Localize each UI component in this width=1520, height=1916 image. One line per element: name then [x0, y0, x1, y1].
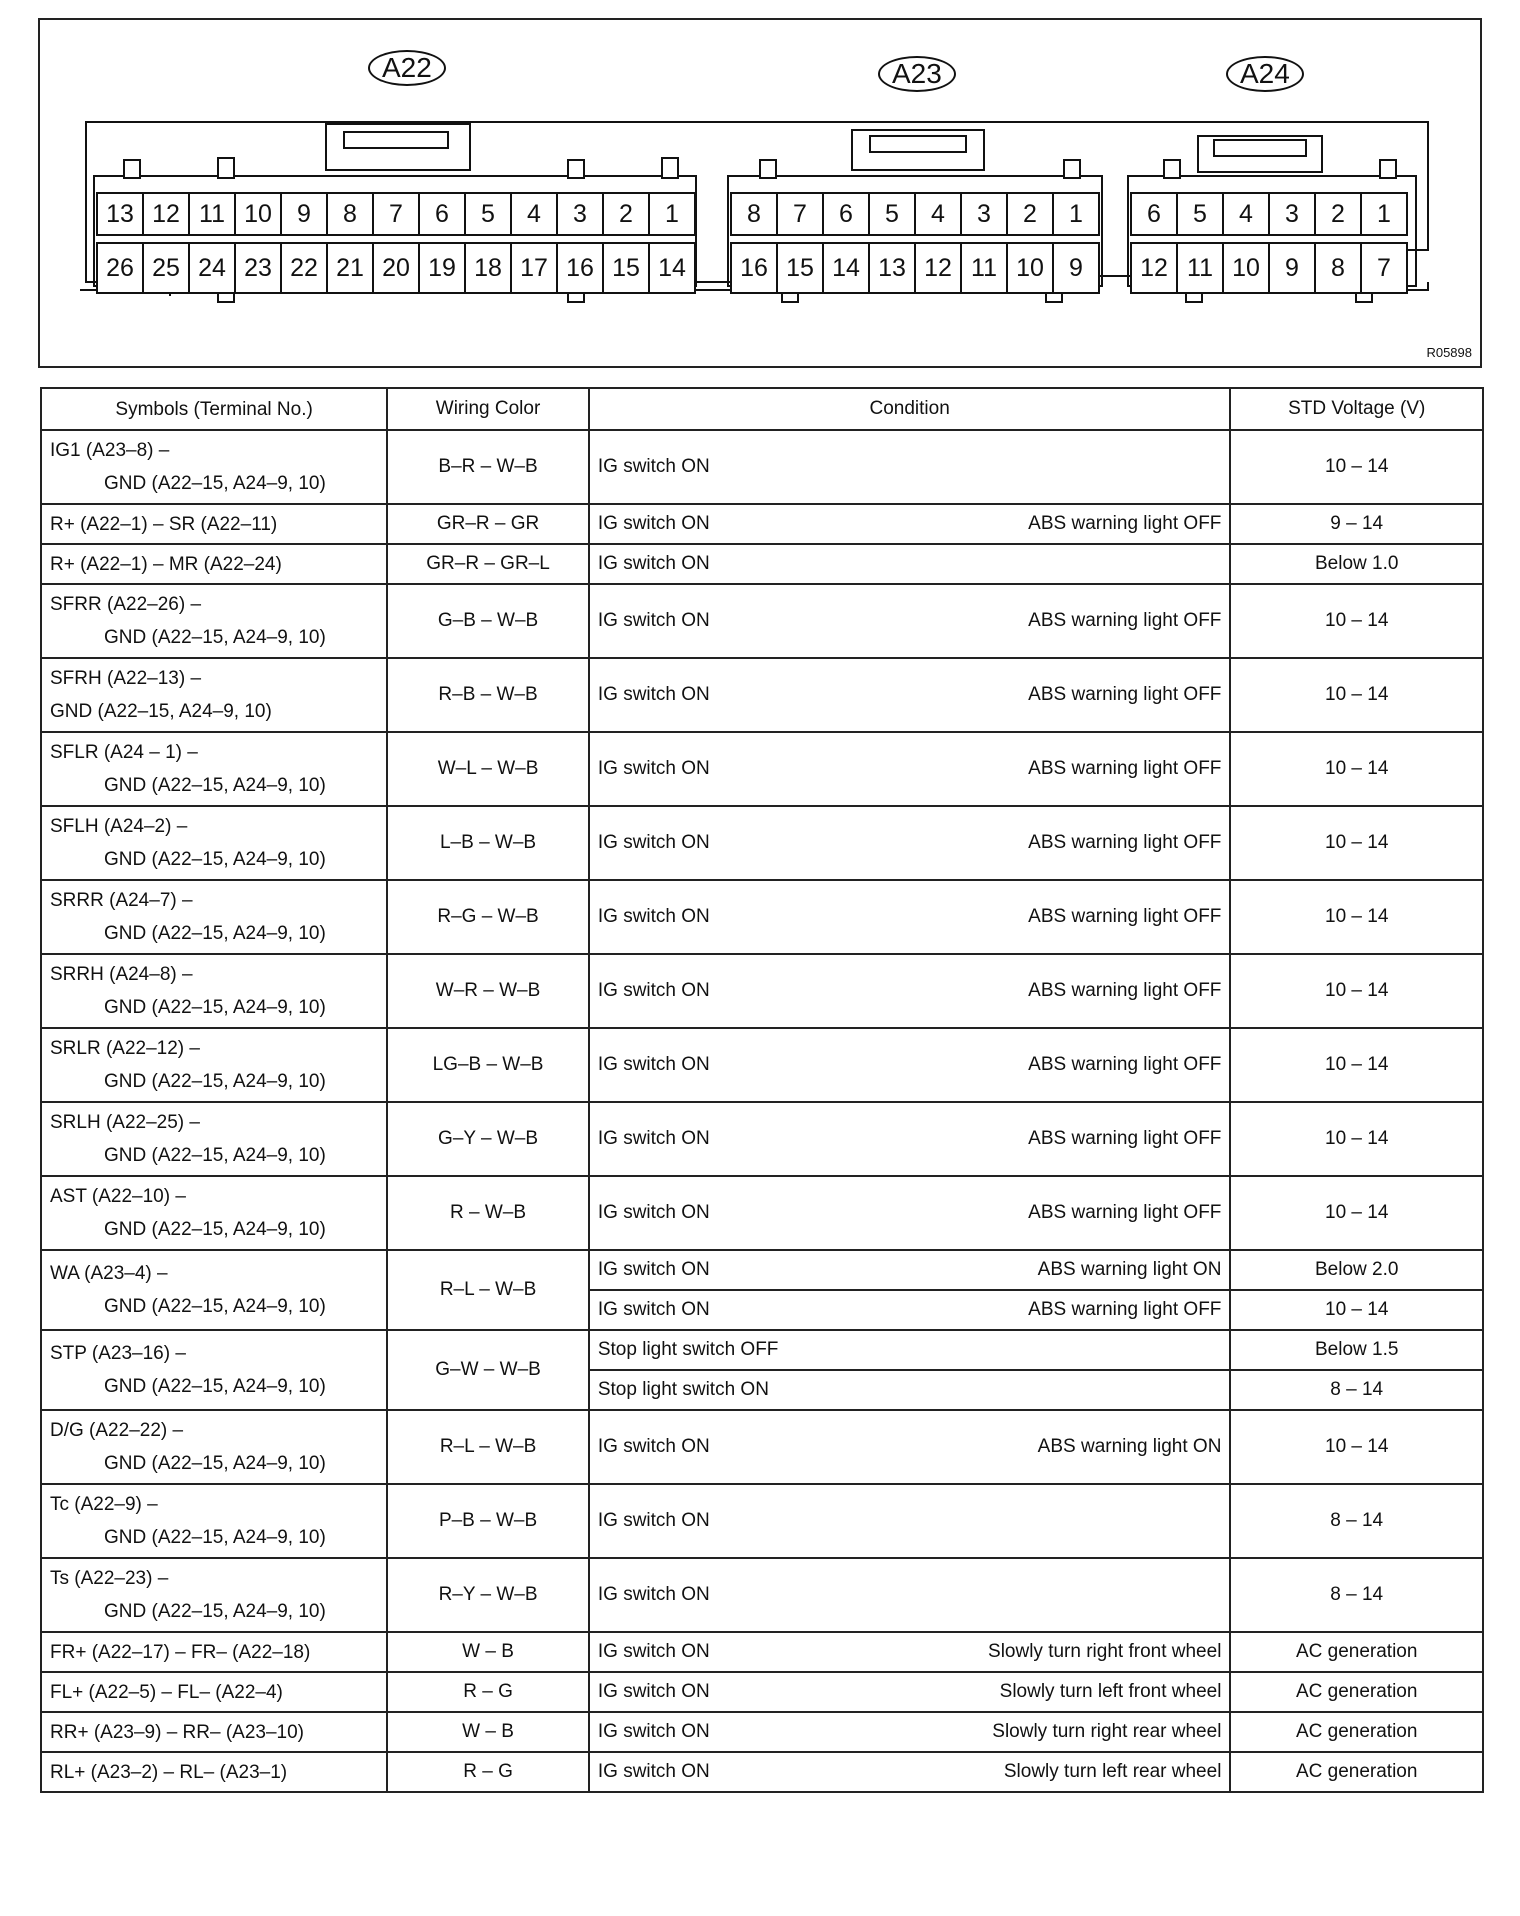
pin-a24-2: 2: [1314, 192, 1362, 236]
table-row: [41, 732, 1483, 806]
condition-main: IG switch ON: [597, 1202, 710, 1223]
table-row: [41, 1028, 1483, 1102]
table-row: [41, 658, 1483, 732]
cell-wiring-color: W–R – W–B: [387, 954, 589, 1028]
cell-symbol: [41, 1410, 387, 1484]
symbol-line-1: R+ (A22–1) – MR (A22–24): [50, 553, 282, 575]
condition-detail: ABS warning light OFF: [1028, 906, 1222, 927]
condition-main: IG switch ON: [597, 758, 710, 779]
symbol-line-1: AST (A22–10) –: [50, 1186, 186, 1207]
cell-wiring-color: R–B – W–B: [387, 658, 589, 732]
condition-main: IG switch ON: [597, 513, 710, 534]
cell-wiring-color: W – B: [387, 1712, 589, 1752]
table-row: [41, 1712, 1483, 1752]
cell-std-voltage: 10 – 14: [1230, 658, 1483, 732]
cell-wiring-color: R – G: [387, 1752, 589, 1792]
cell-symbol: [41, 1558, 387, 1632]
condition-main: IG switch ON: [597, 906, 710, 927]
table-row: [41, 1632, 1483, 1672]
cell-symbol: [41, 732, 387, 806]
condition-main: IG switch ON: [597, 456, 710, 477]
symbol-line-2: GND (A22–15, A24–9, 10): [104, 1296, 326, 1317]
cell-std-voltage: 10 – 14: [1230, 1176, 1483, 1250]
table-row: [41, 544, 1483, 584]
pin-a24-7: 7: [1360, 242, 1408, 294]
condition-detail: ABS warning light ON: [1037, 1436, 1222, 1457]
symbol-line-1: IG1 (A23–8) –: [50, 440, 170, 461]
cell-std-voltage: 10 – 14: [1230, 1410, 1483, 1484]
symbol-line-2: GND (A22–15, A24–9, 10): [104, 849, 326, 870]
cell-symbol: [41, 880, 387, 954]
connector-diagram: [38, 18, 1482, 368]
condition-detail: ABS warning light OFF: [1028, 684, 1222, 705]
cell-std-voltage: 9 – 14: [1230, 504, 1483, 544]
condition-main: IG switch ON: [597, 1721, 710, 1742]
cell-wiring-color: R–L – W–B: [387, 1410, 589, 1484]
pin-a24-6: 6: [1130, 192, 1178, 236]
pin-a24-12: 12: [1130, 242, 1178, 294]
pin-a24-8: 8: [1314, 242, 1362, 294]
symbol-line-1: D/G (A22–22) –: [50, 1420, 184, 1441]
symbol-line-2: GND (A22–15, A24–9, 10): [104, 1601, 326, 1622]
condition-detail: ABS warning light ON: [1037, 1259, 1222, 1280]
pin-a22-13: 13: [96, 192, 144, 236]
cell-condition: [589, 1752, 1231, 1792]
pin-a23-3: 3: [960, 192, 1008, 236]
symbol-line-2: GND (A22–15, A24–9, 10): [50, 701, 272, 722]
cell-wiring-color: GR–R – GR–L: [387, 544, 589, 584]
header-wiring-color: Wiring Color: [387, 388, 589, 430]
table-row: [41, 1410, 1483, 1484]
pin-a23-12: 12: [914, 242, 962, 294]
cell-std-voltage: Below 1.0: [1230, 544, 1483, 584]
cell-std-voltage: 10 – 14: [1230, 880, 1483, 954]
condition-main: IG switch ON: [597, 610, 710, 631]
symbol-line-2: GND (A22–15, A24–9, 10): [104, 473, 326, 494]
cell-symbol: [41, 806, 387, 880]
cell-condition: [589, 1712, 1231, 1752]
cell-condition: [589, 1102, 1231, 1176]
pin-a22-19: 19: [418, 242, 466, 294]
cell-std-voltage: 10 – 14: [1230, 732, 1483, 806]
symbol-line-1: SFLR (A24 – 1) –: [50, 742, 198, 763]
pin-a22-22: 22: [280, 242, 328, 294]
table-row: [41, 1250, 1483, 1290]
symbol-line-2: GND (A22–15, A24–9, 10): [104, 627, 326, 648]
symbol-line-2: GND (A22–15, A24–9, 10): [104, 1527, 326, 1548]
condition-main: IG switch ON: [597, 1761, 710, 1782]
cell-std-voltage: 10 – 14: [1230, 584, 1483, 658]
symbol-line-1: FL+ (A22–5) – FL– (A22–4): [50, 1681, 283, 1703]
cell-wiring-color: W – B: [387, 1632, 589, 1672]
cell-wiring-color: G–W – W–B: [387, 1330, 589, 1410]
pin-a23-13: 13: [868, 242, 916, 294]
condition-detail: Slowly turn right front wheel: [988, 1641, 1222, 1662]
header-symbols: Symbols (Terminal No.): [41, 388, 387, 430]
cell-wiring-color: R–G – W–B: [387, 880, 589, 954]
condition-main: IG switch ON: [597, 684, 710, 705]
cell-symbol: [41, 544, 387, 584]
cell-std-voltage: 10 – 14: [1230, 954, 1483, 1028]
cell-condition: [589, 1290, 1231, 1330]
cell-condition: [589, 954, 1231, 1028]
pin-a22-5: 5: [464, 192, 512, 236]
cell-wiring-color: LG–B – W–B: [387, 1028, 589, 1102]
cell-wiring-color: R–Y – W–B: [387, 1558, 589, 1632]
cell-std-voltage: 8 – 14: [1230, 1484, 1483, 1558]
condition-main: IG switch ON: [597, 832, 710, 853]
pin-a22-10: 10: [234, 192, 282, 236]
cell-wiring-color: G–Y – W–B: [387, 1102, 589, 1176]
pin-a24-5: 5: [1176, 192, 1224, 236]
cell-symbol: [41, 1102, 387, 1176]
cell-symbol: [41, 584, 387, 658]
pin-a22-17: 17: [510, 242, 558, 294]
condition-main: IG switch ON: [597, 1436, 710, 1457]
cell-condition: [589, 1028, 1231, 1102]
table-row: [41, 954, 1483, 1028]
pin-a22-9: 9: [280, 192, 328, 236]
cell-condition: [589, 504, 1231, 544]
cell-symbol: [41, 954, 387, 1028]
cell-condition: [589, 1632, 1231, 1672]
cell-wiring-color: P–B – W–B: [387, 1484, 589, 1558]
pin-a23-2: 2: [1006, 192, 1054, 236]
cell-symbol: [41, 1330, 387, 1410]
cell-condition: [589, 1484, 1231, 1558]
pin-a22-26: 26: [96, 242, 144, 294]
condition-detail: Slowly turn left rear wheel: [1003, 1761, 1222, 1782]
cell-symbol: [41, 1484, 387, 1558]
pin-a24-9: 9: [1268, 242, 1316, 294]
table-row: [41, 430, 1483, 504]
pin-a22-20: 20: [372, 242, 420, 294]
table-row: [41, 1330, 1483, 1370]
condition-main: IG switch ON: [597, 1681, 710, 1702]
cell-symbol: [41, 504, 387, 544]
cell-condition: [589, 880, 1231, 954]
connector-label-a22: A22: [368, 50, 446, 86]
cell-std-voltage: 10 – 14: [1230, 806, 1483, 880]
symbol-line-2: GND (A22–15, A24–9, 10): [104, 1071, 326, 1092]
condition-detail: ABS warning light OFF: [1028, 832, 1222, 853]
table-row: [41, 584, 1483, 658]
table-body: [41, 430, 1483, 1792]
cell-wiring-color: R – W–B: [387, 1176, 589, 1250]
cell-wiring-color: R – G: [387, 1672, 589, 1712]
pin-a23-9: 9: [1052, 242, 1100, 294]
condition-detail: ABS warning light OFF: [1028, 980, 1222, 1001]
table-row: [41, 1672, 1483, 1712]
cell-condition: [589, 1410, 1231, 1484]
cell-wiring-color: R–L – W–B: [387, 1250, 589, 1330]
pin-a23-5: 5: [868, 192, 916, 236]
cell-condition: [589, 806, 1231, 880]
cell-std-voltage: 8 – 14: [1230, 1370, 1483, 1410]
pin-a22-14: 14: [648, 242, 696, 294]
pin-a22-2: 2: [602, 192, 650, 236]
pin-a22-25: 25: [142, 242, 190, 294]
condition-detail: ABS warning light OFF: [1028, 1202, 1222, 1223]
connector-label-a23: A23: [878, 56, 956, 92]
symbol-line-2: GND (A22–15, A24–9, 10): [104, 1219, 326, 1240]
cell-std-voltage: Below 2.0: [1230, 1250, 1483, 1290]
table-row: [41, 1102, 1483, 1176]
pin-a22-1: 1: [648, 192, 696, 236]
condition-main: Stop light switch OFF: [597, 1339, 779, 1360]
condition-main: IG switch ON: [597, 1510, 710, 1531]
cell-condition: [589, 1250, 1231, 1290]
cell-std-voltage: 10 – 14: [1230, 1290, 1483, 1330]
cell-condition: [589, 584, 1231, 658]
terminal-voltage-table: [40, 387, 1484, 1793]
header-condition: Condition: [589, 388, 1231, 430]
pin-a22-11: 11: [188, 192, 236, 236]
symbol-line-1: FR+ (A22–17) – FR– (A22–18): [50, 1641, 311, 1663]
cell-symbol: [41, 1176, 387, 1250]
table-row: [41, 504, 1483, 544]
condition-main: IG switch ON: [597, 1259, 710, 1280]
symbol-line-1: SRRR (A24–7) –: [50, 890, 193, 911]
symbol-line-1: Ts (A22–23) –: [50, 1568, 169, 1589]
symbol-line-2: GND (A22–15, A24–9, 10): [104, 775, 326, 796]
table-row: [41, 806, 1483, 880]
cell-symbol: [41, 430, 387, 504]
symbol-line-1: SRLR (A22–12) –: [50, 1038, 200, 1059]
cell-wiring-color: L–B – W–B: [387, 806, 589, 880]
pin-a23-10: 10: [1006, 242, 1054, 294]
cell-symbol: [41, 1672, 387, 1712]
pin-a24-1: 1: [1360, 192, 1408, 236]
cell-wiring-color: G–B – W–B: [387, 584, 589, 658]
cell-std-voltage: AC generation: [1230, 1712, 1483, 1752]
pin-a24-4: 4: [1222, 192, 1270, 236]
condition-detail: ABS warning light OFF: [1028, 1054, 1222, 1075]
symbol-line-1: SFRH (A22–13) –: [50, 668, 202, 689]
symbol-line-1: SFLH (A24–2) –: [50, 816, 188, 837]
cell-std-voltage: AC generation: [1230, 1752, 1483, 1792]
symbol-line-2: GND (A22–15, A24–9, 10): [104, 1453, 326, 1474]
pin-a22-16: 16: [556, 242, 604, 294]
pin-a22-15: 15: [602, 242, 650, 294]
cell-std-voltage: 10 – 14: [1230, 1028, 1483, 1102]
pin-a23-16: 16: [730, 242, 778, 294]
symbol-line-2: GND (A22–15, A24–9, 10): [104, 1145, 326, 1166]
pin-a22-3: 3: [556, 192, 604, 236]
pin-a24-3: 3: [1268, 192, 1316, 236]
condition-detail: ABS warning light OFF: [1028, 1128, 1222, 1149]
symbol-line-2: GND (A22–15, A24–9, 10): [104, 997, 326, 1018]
cell-std-voltage: Below 1.5: [1230, 1330, 1483, 1370]
connector-label-a24: A24: [1226, 56, 1304, 92]
symbol-line-1: RL+ (A23–2) – RL– (A23–1): [50, 1761, 288, 1783]
cell-symbol: [41, 658, 387, 732]
cell-std-voltage: 8 – 14: [1230, 1558, 1483, 1632]
condition-main: IG switch ON: [597, 1641, 710, 1662]
pin-a22-18: 18: [464, 242, 512, 294]
condition-main: IG switch ON: [597, 980, 710, 1001]
pin-a22-4: 4: [510, 192, 558, 236]
cell-wiring-color: W–L – W–B: [387, 732, 589, 806]
condition-detail: Slowly turn left front wheel: [999, 1681, 1222, 1702]
symbol-line-1: SFRR (A22–26) –: [50, 594, 202, 615]
pin-a22-6: 6: [418, 192, 466, 236]
table-row: [41, 1176, 1483, 1250]
symbol-line-1: Tc (A22–9) –: [50, 1494, 158, 1515]
cell-condition: [589, 732, 1231, 806]
cell-symbol: [41, 1712, 387, 1752]
table-row: [41, 880, 1483, 954]
pin-a23-4: 4: [914, 192, 962, 236]
cell-condition: [589, 658, 1231, 732]
condition-detail: ABS warning light OFF: [1028, 758, 1222, 779]
pin-a23-15: 15: [776, 242, 824, 294]
cell-condition: [589, 1558, 1231, 1632]
cell-symbol: [41, 1752, 387, 1792]
pin-a22-12: 12: [142, 192, 190, 236]
pin-a24-10: 10: [1222, 242, 1270, 294]
symbol-line-1: SRLH (A22–25) –: [50, 1112, 200, 1133]
symbol-line-1: RR+ (A23–9) – RR– (A23–10): [50, 1721, 304, 1743]
pin-a23-8: 8: [730, 192, 778, 236]
condition-main: IG switch ON: [597, 1584, 710, 1605]
table-row: [41, 1752, 1483, 1792]
cell-std-voltage: 10 – 14: [1230, 430, 1483, 504]
table-row: [41, 1484, 1483, 1558]
condition-detail: ABS warning light OFF: [1028, 1299, 1222, 1320]
condition-main: IG switch ON: [597, 1054, 710, 1075]
symbol-line-1: STP (A23–16) –: [50, 1343, 186, 1364]
pin-a23-14: 14: [822, 242, 870, 294]
table-header-row: [41, 388, 1483, 430]
cell-condition: [589, 430, 1231, 504]
pin-a23-7: 7: [776, 192, 824, 236]
cell-condition: [589, 544, 1231, 584]
condition-main: Stop light switch ON: [597, 1379, 769, 1400]
symbol-line-2: GND (A22–15, A24–9, 10): [104, 1376, 326, 1397]
condition-main: IG switch ON: [597, 1128, 710, 1149]
figure-id: R05898: [1426, 345, 1472, 360]
header-std-voltage: STD Voltage (V): [1230, 388, 1483, 430]
pin-a23-11: 11: [960, 242, 1008, 294]
symbol-line-1: WA (A23–4) –: [50, 1263, 168, 1284]
cell-symbol: [41, 1028, 387, 1102]
cell-symbol: [41, 1632, 387, 1672]
cell-condition: [589, 1672, 1231, 1712]
cell-condition: [589, 1330, 1231, 1370]
condition-detail: ABS warning light OFF: [1028, 513, 1222, 534]
cell-condition: [589, 1176, 1231, 1250]
cell-std-voltage: AC generation: [1230, 1632, 1483, 1672]
symbol-line-2: GND (A22–15, A24–9, 10): [104, 923, 326, 944]
condition-detail: ABS warning light OFF: [1028, 610, 1222, 631]
condition-main: IG switch ON: [597, 553, 710, 574]
pin-a22-8: 8: [326, 192, 374, 236]
cell-wiring-color: GR–R – GR: [387, 504, 589, 544]
symbol-line-1: SRRH (A24–8) –: [50, 964, 193, 985]
pin-a22-23: 23: [234, 242, 282, 294]
pin-a24-11: 11: [1176, 242, 1224, 294]
cell-std-voltage: AC generation: [1230, 1672, 1483, 1712]
cell-condition: [589, 1370, 1231, 1410]
symbol-line-1: R+ (A22–1) – SR (A22–11): [50, 513, 278, 535]
cell-std-voltage: 10 – 14: [1230, 1102, 1483, 1176]
cell-symbol: [41, 1250, 387, 1330]
cell-wiring-color: B–R – W–B: [387, 430, 589, 504]
condition-main: IG switch ON: [597, 1299, 710, 1320]
pin-a22-21: 21: [326, 242, 374, 294]
table-row: [41, 1558, 1483, 1632]
pin-a22-24: 24: [188, 242, 236, 294]
pin-a23-1: 1: [1052, 192, 1100, 236]
pin-a23-6: 6: [822, 192, 870, 236]
pin-a22-7: 7: [372, 192, 420, 236]
condition-detail: Slowly turn right rear wheel: [992, 1721, 1222, 1742]
